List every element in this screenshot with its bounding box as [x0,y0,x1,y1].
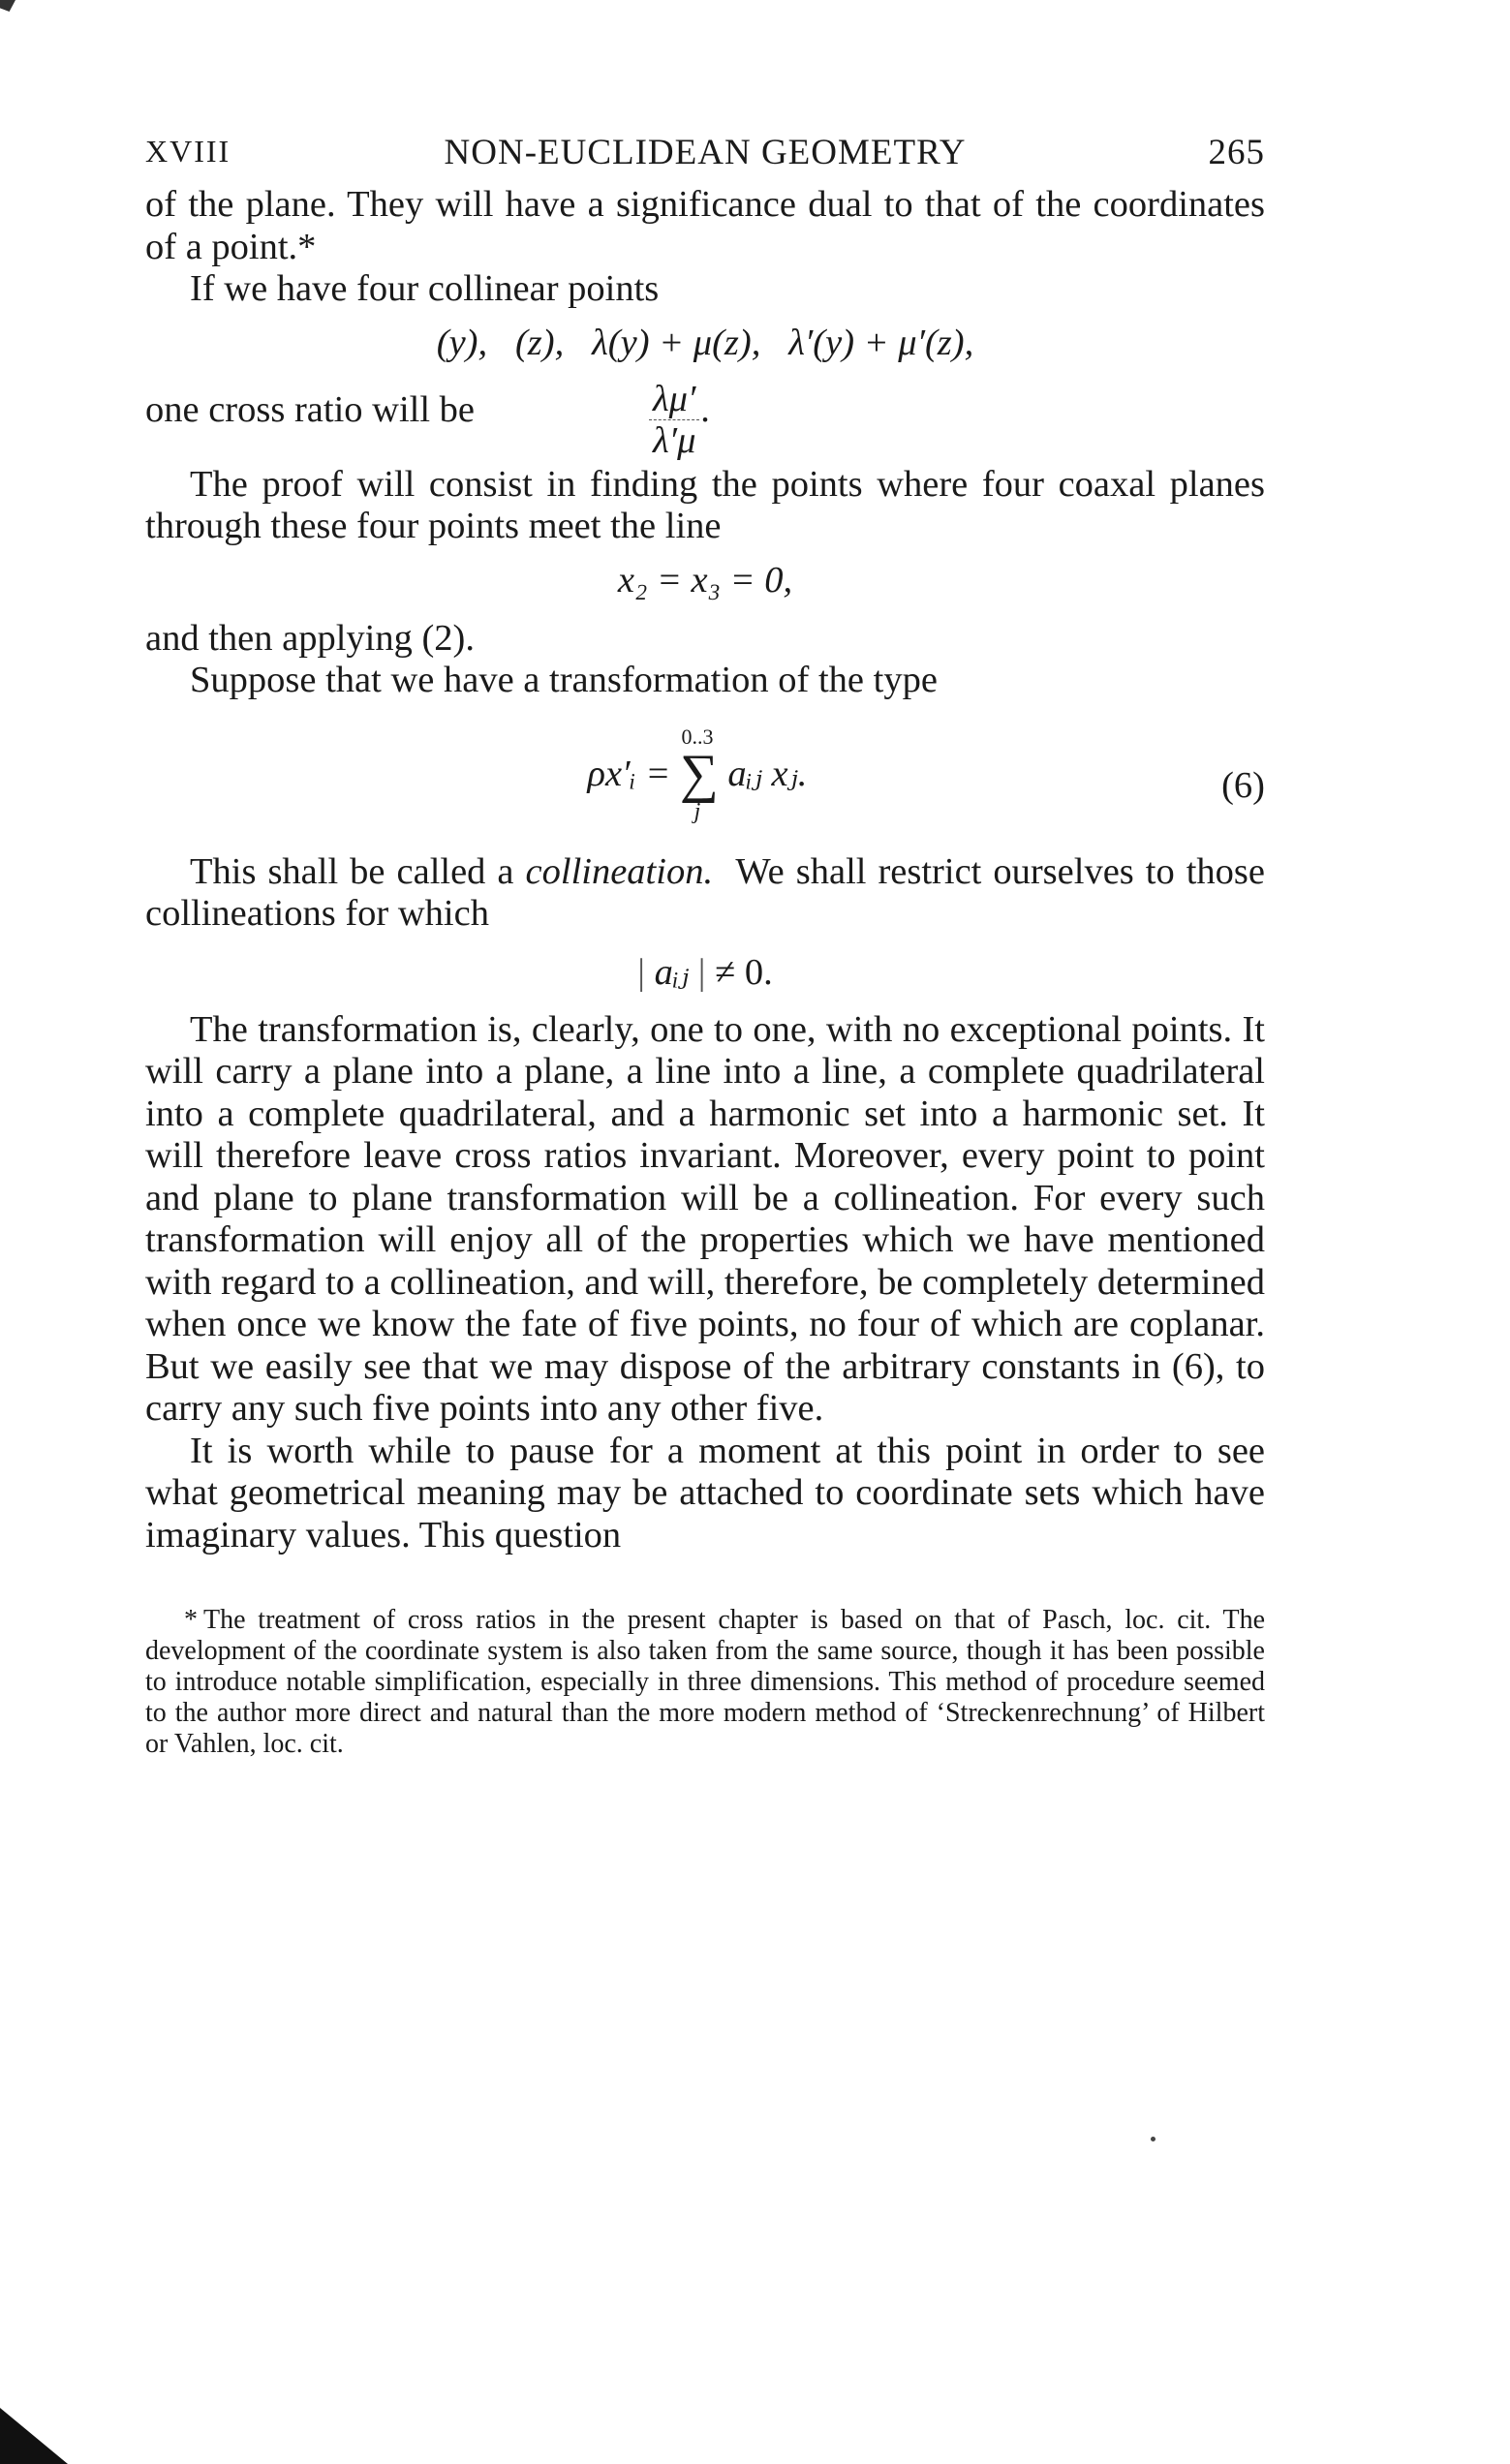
p6-text-after: We shall restrict ourselves to those collineations for which [145,850,1275,934]
det-body: aᵢⱼ [654,951,690,993]
paragraph-1: of the plane. They will have a significance dual to that of the coordinates of a point.* [145,184,1265,267]
det-bar-right: | [697,951,706,993]
cross-ratio-fraction [649,378,712,461]
page-scan-edge [0,2408,68,2464]
summation [552,725,843,824]
determinant-condition [145,936,1265,1009]
footnote [145,1605,1265,1760]
page-number: 265 [1208,133,1265,172]
sum-rhs: aᵢⱼ xⱼ. [727,753,808,794]
book-page [145,126,1275,1760]
term-collineation: collineation. [525,850,714,892]
sum-body [552,743,843,804]
page-corner-mark [0,0,15,12]
det-bar-left: | [637,951,645,993]
paragraph-8: It is worth while to pause for a moment at this point in order to see what geometrical meaning may be attached to coordinate sets which have imaginary values. This question [145,1430,1265,1555]
paragraph-7: The transformation is, clearly, one to one, with no exceptional points. It will carry a plane into a plane, a line into a line, a complete quadrilateral into a complete quadrilateral, and a harmonic set into a harmonic set. It will therefore leave cross ratios invariant. Moreover, every point to point and plane to plane transformation will be a collineation. For every such transformation will enjoy all of the properties which we have mentioned with regard to a collineation, and will, therefore, be completely determined when once we know the fate of five points, no four of which are coplanar. But we easily see that we may dispose of the arbitrary constants in (6), to carry any such five points into any other five. [145,1008,1265,1429]
equation-line-text: x₂ = x₃ = 0, [617,559,793,601]
det-rhs: ≠ 0. [715,951,773,993]
sum-lhs: ρx′ᵢ = [587,753,671,794]
p6-text-before: This shall be called a [190,850,526,892]
paragraph-6 [145,850,1275,936]
paragraph-5: Suppose that we have a transformation of the type [190,660,938,700]
equation-points-text: (y), (z), λ(y) + μ(z), λ′(y) + μ′(z), [436,322,974,363]
footnote-text: The treatment of cross ratios in the present chapter is based on that of Pasch, loc. cit. The development of the coordinate system is also taken from the same source, though it has been possible to introduce notable simplification, especially in three dimensions. This method of procedure seemed to the author more direct and natural than the more modern method of ‘Streckenrechnung’ of Hilbert or Vahlen, loc. cit. [145,1605,1265,1759]
chapter-number: XVIII [145,134,231,169]
sum-lower-limit: j [693,798,701,824]
fraction-period: · [698,399,712,441]
sum-upper-limit: 0..3 [681,724,714,749]
cross-ratio-lead: one cross ratio will be [145,388,475,430]
footnote-mark: * [184,1605,198,1635]
equation-6 [145,725,1265,851]
paragraph-3: The proof will consist in finding the points where four coaxal planes through these four points meet the line [145,463,1265,546]
stray-ink-dot [1151,2137,1156,2141]
equation-collinear-points [145,311,1265,381]
paragraph-2: If we have four collinear points [190,268,660,309]
fraction-numerator: λμ′ [653,378,696,419]
equation-line [145,548,1265,618]
running-title: NON-EUCLIDEAN GEOMETRY [444,133,967,172]
running-header [145,126,1265,184]
sigma-symbol: ∑ [679,743,719,804]
fraction-denominator: λ′μ [653,419,696,461]
equation-number: (6) [1221,764,1265,806]
paragraph-4: and then applying (2). [145,617,475,659]
cross-ratio-line [145,378,1265,464]
